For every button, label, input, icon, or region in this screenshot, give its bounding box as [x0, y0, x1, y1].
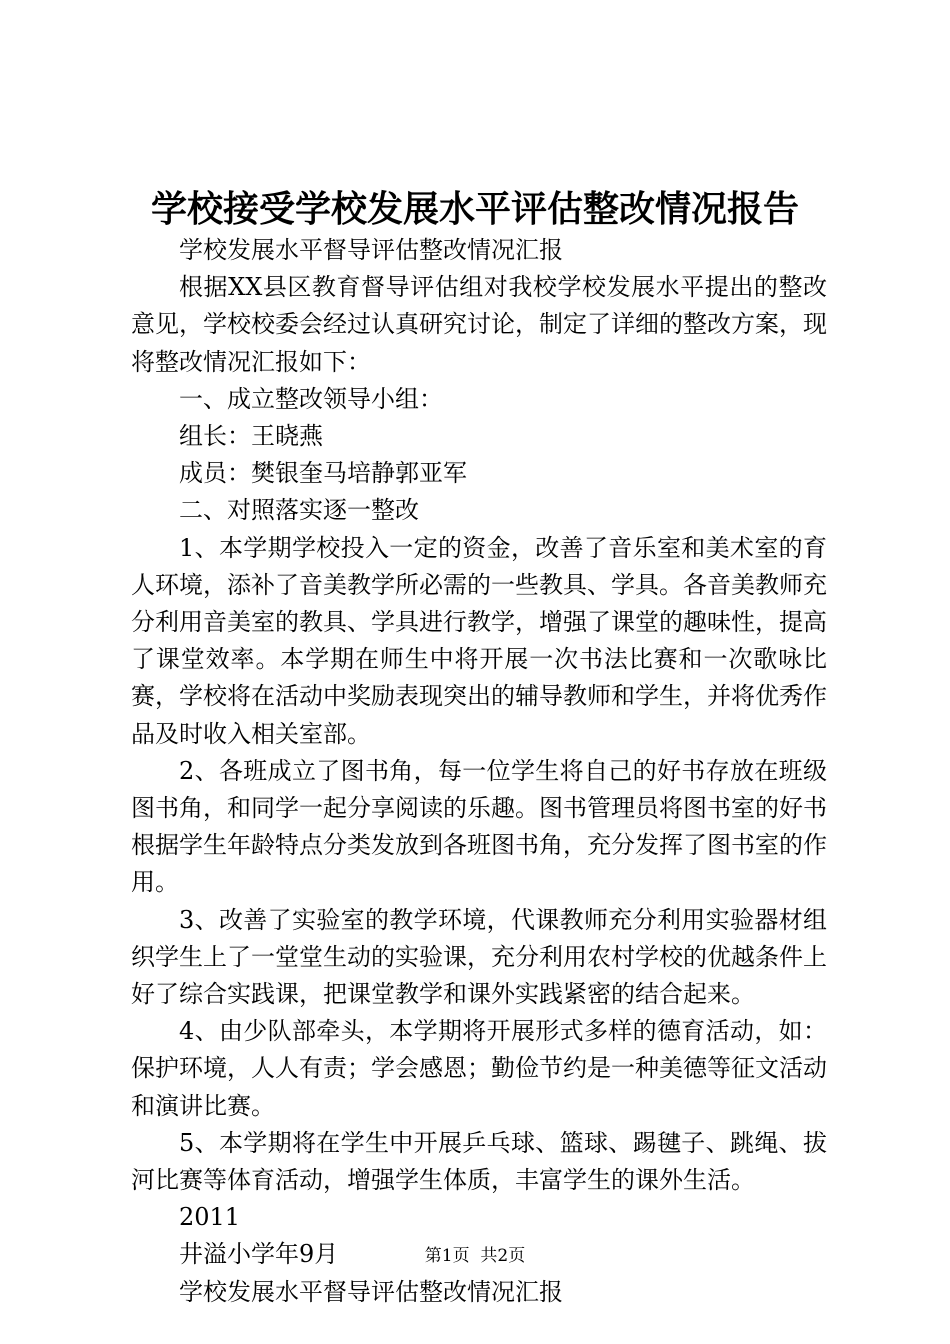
paragraph-item-4: 4、由少队部牵头，本学期将开展形式多样的德育活动，如：保护环境，人人有责；学会感恩；勤俭节约是一种美德等征文活动和演讲比赛。 — [131, 1017, 827, 1120]
page-footer — [0, 1244, 950, 1268]
document-body — [131, 232, 827, 1311]
paragraph-item-1: 1、本学期学校投入一定的资金，改善了音乐室和美术室的育人环境，添补了音美教学所必需的一些教具、学具。各音美教师充分利用音美室的教具、学具进行教学，增强了课堂的趣味性，提高了课堂效率。本学期在师生中将开展一次书法比赛和一次歌咏比赛，学校将在活动中奖励表现突出的辅导教师和学生，并将优秀作品及时收入相关室部。 — [131, 533, 827, 748]
paragraph-members: 成员：樊银奎马培静郭亚军 — [179, 459, 467, 488]
page-total: 共2页 — [480, 1246, 526, 1266]
paragraph-item-5: 5、本学期将在学生中开展乒乓球、篮球、踢毽子、跳绳、拔河比赛等体育活动，增强学生体质，丰富学生的课外生活。 — [131, 1128, 827, 1195]
paragraph-section-1-heading: 一、成立整改领导小组： — [179, 384, 443, 413]
paragraph-closing-title: 学校发展水平督导评估整改情况汇报 — [179, 1277, 563, 1306]
paragraph-signature: 井溢小学年9月 — [179, 1240, 339, 1269]
page-number: 第1页 — [424, 1246, 470, 1266]
footer-spacer — [470, 1246, 481, 1266]
paragraph-item-3: 3、改善了实验室的教学环境，代课教师充分利用实验器材组织学生上了一堂堂生动的实验课，充分利用农村学校的优越条件上好了综合实践课，把课堂教学和课外实践紧密的结合起来。 — [131, 905, 827, 1009]
paragraph-section-2-heading: 二、对照落实逐一整改 — [179, 496, 419, 525]
document-title: 学校接受学校发展水平评估整改情况报告 — [150, 188, 799, 230]
paragraph-subtitle: 学校发展水平督导评估整改情况汇报 — [179, 236, 563, 264]
paragraph-item-2: 2、各班成立了图书角，每一位学生将自己的好书存放在班级图书角，和同学一起分享阅读的乐趣。图书管理员将图书室的好书根据学生年龄特点分类发放到各班图书角，充分发挥了图书室的作用。 — [131, 756, 827, 897]
paragraph-intro: 根据XX县区教育督导评估组对我校学校发展水平提出的整改意见，学校校委会经过认真研究讨论，制定了详细的整改方案，现将整改情况汇报如下： — [131, 273, 827, 376]
paragraph-year: 2011 — [179, 1203, 241, 1232]
paragraph-leader: 组长：王晓燕 — [179, 422, 323, 451]
